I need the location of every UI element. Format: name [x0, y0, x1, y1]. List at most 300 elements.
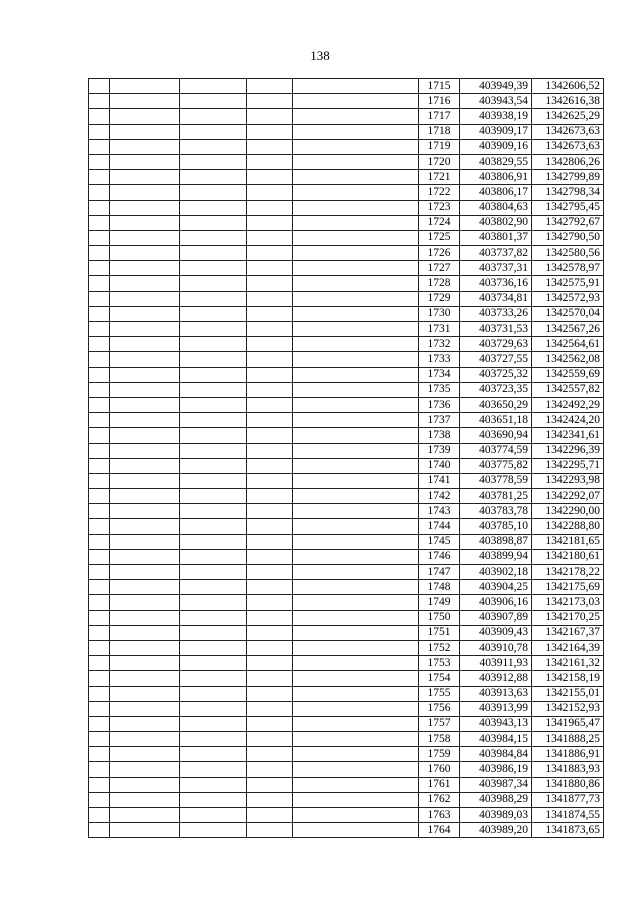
- empty-cell: [293, 261, 419, 276]
- point-number-cell: 1756: [419, 701, 460, 716]
- point-number-cell: 1752: [419, 640, 460, 655]
- point-number-cell: 1729: [419, 291, 460, 306]
- empty-cell: [293, 549, 419, 564]
- table-row: [89, 640, 604, 655]
- table-row: [89, 489, 604, 504]
- empty-cell: [180, 185, 247, 200]
- empty-cell: [180, 549, 247, 564]
- empty-cell: [110, 610, 180, 625]
- table-row: [89, 565, 604, 580]
- empty-cell: [247, 640, 293, 655]
- point-number-cell: 1739: [419, 443, 460, 458]
- table-row: [89, 504, 604, 519]
- point-number-cell: 1750: [419, 610, 460, 625]
- x-coordinate-cell: 403909,43: [460, 625, 532, 640]
- table-row: [89, 428, 604, 443]
- empty-cell: [89, 322, 110, 337]
- point-number-cell: 1743: [419, 504, 460, 519]
- y-coordinate-cell: 1342181,65: [532, 534, 604, 549]
- empty-cell: [180, 276, 247, 291]
- point-number-cell: 1737: [419, 413, 460, 428]
- empty-cell: [110, 94, 180, 109]
- y-coordinate-cell: 1342293,98: [532, 473, 604, 488]
- point-number-cell: 1744: [419, 519, 460, 534]
- y-coordinate-cell: 1342795,45: [532, 200, 604, 215]
- y-coordinate-cell: 1341965,47: [532, 716, 604, 731]
- empty-cell: [110, 170, 180, 185]
- empty-cell: [247, 489, 293, 504]
- y-coordinate-cell: 1342292,07: [532, 489, 604, 504]
- point-number-cell: 1736: [419, 397, 460, 412]
- empty-cell: [110, 580, 180, 595]
- table-row: [89, 519, 604, 534]
- empty-cell: [293, 322, 419, 337]
- empty-cell: [110, 732, 180, 747]
- empty-cell: [180, 124, 247, 139]
- empty-cell: [293, 489, 419, 504]
- empty-cell: [89, 656, 110, 671]
- empty-cell: [247, 230, 293, 245]
- y-coordinate-cell: 1342673,63: [532, 139, 604, 154]
- x-coordinate-cell: 403775,82: [460, 458, 532, 473]
- empty-cell: [247, 565, 293, 580]
- empty-cell: [180, 792, 247, 807]
- point-number-cell: 1728: [419, 276, 460, 291]
- empty-cell: [89, 777, 110, 792]
- point-number-cell: 1718: [419, 124, 460, 139]
- y-coordinate-cell: 1342580,56: [532, 246, 604, 261]
- point-number-cell: 1755: [419, 686, 460, 701]
- x-coordinate-cell: 403736,16: [460, 276, 532, 291]
- y-coordinate-cell: 1342625,29: [532, 109, 604, 124]
- table-row: [89, 261, 604, 276]
- y-coordinate-cell: 1342424,20: [532, 413, 604, 428]
- y-coordinate-cell: 1342606,52: [532, 79, 604, 94]
- table-row: [89, 124, 604, 139]
- empty-cell: [180, 322, 247, 337]
- empty-cell: [293, 382, 419, 397]
- point-number-cell: 1721: [419, 170, 460, 185]
- empty-cell: [180, 79, 247, 94]
- empty-cell: [247, 762, 293, 777]
- table-row: [89, 792, 604, 807]
- empty-cell: [89, 246, 110, 261]
- empty-cell: [110, 367, 180, 382]
- point-number-cell: 1727: [419, 261, 460, 276]
- empty-cell: [293, 504, 419, 519]
- empty-cell: [247, 443, 293, 458]
- empty-cell: [247, 808, 293, 823]
- empty-cell: [293, 519, 419, 534]
- empty-cell: [180, 94, 247, 109]
- x-coordinate-cell: 403806,17: [460, 185, 532, 200]
- empty-cell: [293, 747, 419, 762]
- y-coordinate-cell: 1342175,69: [532, 580, 604, 595]
- empty-cell: [89, 291, 110, 306]
- empty-cell: [110, 322, 180, 337]
- x-coordinate-cell: 403987,34: [460, 777, 532, 792]
- empty-cell: [89, 716, 110, 731]
- empty-cell: [293, 777, 419, 792]
- table-row: [89, 625, 604, 640]
- empty-cell: [110, 428, 180, 443]
- y-coordinate-cell: 1342562,08: [532, 352, 604, 367]
- x-coordinate-cell: 403986,19: [460, 762, 532, 777]
- x-coordinate-cell: 403904,25: [460, 580, 532, 595]
- x-coordinate-cell: 403988,29: [460, 792, 532, 807]
- empty-cell: [293, 185, 419, 200]
- empty-cell: [180, 504, 247, 519]
- empty-cell: [293, 79, 419, 94]
- table-row: [89, 397, 604, 412]
- point-number-cell: 1726: [419, 246, 460, 261]
- empty-cell: [180, 458, 247, 473]
- table-row: [89, 732, 604, 747]
- y-coordinate-cell: 1342790,50: [532, 230, 604, 245]
- empty-cell: [247, 473, 293, 488]
- empty-cell: [89, 79, 110, 94]
- x-coordinate-cell: 403899,94: [460, 549, 532, 564]
- empty-cell: [180, 139, 247, 154]
- x-coordinate-cell: 403690,94: [460, 428, 532, 443]
- table-row: [89, 276, 604, 291]
- empty-cell: [89, 458, 110, 473]
- x-coordinate-cell: 403913,99: [460, 701, 532, 716]
- x-coordinate-cell: 403912,88: [460, 671, 532, 686]
- empty-cell: [247, 79, 293, 94]
- empty-cell: [247, 124, 293, 139]
- y-coordinate-cell: 1341888,25: [532, 732, 604, 747]
- empty-cell: [293, 352, 419, 367]
- table-row: [89, 747, 604, 762]
- empty-cell: [110, 109, 180, 124]
- point-number-cell: 1740: [419, 458, 460, 473]
- empty-cell: [89, 382, 110, 397]
- empty-cell: [247, 352, 293, 367]
- table-row: [89, 291, 604, 306]
- empty-cell: [293, 580, 419, 595]
- table-row: [89, 595, 604, 610]
- point-number-cell: 1725: [419, 230, 460, 245]
- table-row: [89, 352, 604, 367]
- empty-cell: [89, 823, 110, 838]
- empty-cell: [180, 367, 247, 382]
- point-number-cell: 1738: [419, 428, 460, 443]
- empty-cell: [110, 656, 180, 671]
- empty-cell: [110, 808, 180, 823]
- empty-cell: [89, 671, 110, 686]
- empty-cell: [180, 656, 247, 671]
- x-coordinate-cell: 403723,35: [460, 382, 532, 397]
- table-row: [89, 686, 604, 701]
- empty-cell: [110, 382, 180, 397]
- empty-cell: [180, 625, 247, 640]
- x-coordinate-cell: 403737,82: [460, 246, 532, 261]
- y-coordinate-cell: 1342178,22: [532, 565, 604, 580]
- empty-cell: [180, 610, 247, 625]
- table-row: [89, 246, 604, 261]
- empty-cell: [110, 261, 180, 276]
- empty-cell: [89, 565, 110, 580]
- point-number-cell: 1731: [419, 322, 460, 337]
- table-row: [89, 716, 604, 731]
- empty-cell: [180, 443, 247, 458]
- empty-cell: [110, 777, 180, 792]
- table-row: [89, 200, 604, 215]
- point-number-cell: 1741: [419, 473, 460, 488]
- x-coordinate-cell: 403943,54: [460, 94, 532, 109]
- table-row: [89, 109, 604, 124]
- empty-cell: [247, 792, 293, 807]
- empty-cell: [180, 261, 247, 276]
- empty-cell: [89, 640, 110, 655]
- empty-cell: [110, 519, 180, 534]
- empty-cell: [89, 352, 110, 367]
- x-coordinate-cell: 403729,63: [460, 337, 532, 352]
- x-coordinate-cell: 403774,59: [460, 443, 532, 458]
- empty-cell: [89, 580, 110, 595]
- empty-cell: [110, 154, 180, 169]
- empty-cell: [247, 200, 293, 215]
- x-coordinate-cell: 403949,39: [460, 79, 532, 94]
- table-row: [89, 473, 604, 488]
- empty-cell: [180, 473, 247, 488]
- empty-cell: [247, 716, 293, 731]
- empty-cell: [180, 200, 247, 215]
- empty-cell: [293, 230, 419, 245]
- empty-cell: [110, 413, 180, 428]
- empty-cell: [247, 139, 293, 154]
- empty-cell: [110, 473, 180, 488]
- empty-cell: [89, 276, 110, 291]
- y-coordinate-cell: 1342559,69: [532, 367, 604, 382]
- empty-cell: [247, 458, 293, 473]
- x-coordinate-cell: 403898,87: [460, 534, 532, 549]
- table-row: [89, 367, 604, 382]
- table-row: [89, 306, 604, 321]
- empty-cell: [180, 230, 247, 245]
- point-number-cell: 1754: [419, 671, 460, 686]
- table-row: [89, 154, 604, 169]
- empty-cell: [247, 549, 293, 564]
- empty-cell: [293, 200, 419, 215]
- point-number-cell: 1724: [419, 215, 460, 230]
- empty-cell: [293, 565, 419, 580]
- empty-cell: [293, 94, 419, 109]
- y-coordinate-cell: 1342572,93: [532, 291, 604, 306]
- empty-cell: [89, 549, 110, 564]
- empty-cell: [247, 595, 293, 610]
- x-coordinate-cell: 403651,18: [460, 413, 532, 428]
- empty-cell: [110, 246, 180, 261]
- y-coordinate-cell: 1342164,39: [532, 640, 604, 655]
- empty-cell: [89, 397, 110, 412]
- y-coordinate-cell: 1342158,19: [532, 671, 604, 686]
- empty-cell: [247, 534, 293, 549]
- empty-cell: [247, 519, 293, 534]
- empty-cell: [293, 139, 419, 154]
- empty-cell: [247, 94, 293, 109]
- empty-cell: [247, 322, 293, 337]
- empty-cell: [89, 261, 110, 276]
- empty-cell: [180, 823, 247, 838]
- empty-cell: [89, 185, 110, 200]
- y-coordinate-cell: 1342564,61: [532, 337, 604, 352]
- empty-cell: [89, 595, 110, 610]
- empty-cell: [89, 230, 110, 245]
- empty-cell: [247, 382, 293, 397]
- empty-cell: [110, 792, 180, 807]
- y-coordinate-cell: 1342557,82: [532, 382, 604, 397]
- empty-cell: [110, 352, 180, 367]
- y-coordinate-cell: 1342155,01: [532, 686, 604, 701]
- y-coordinate-cell: 1341880,86: [532, 777, 604, 792]
- empty-cell: [89, 170, 110, 185]
- empty-cell: [110, 291, 180, 306]
- empty-cell: [180, 777, 247, 792]
- x-coordinate-cell: 403731,53: [460, 322, 532, 337]
- table-row: [89, 671, 604, 686]
- empty-cell: [89, 534, 110, 549]
- point-number-cell: 1742: [419, 489, 460, 504]
- empty-cell: [89, 367, 110, 382]
- empty-cell: [293, 170, 419, 185]
- x-coordinate-cell: 403727,55: [460, 352, 532, 367]
- point-number-cell: 1749: [419, 595, 460, 610]
- empty-cell: [293, 625, 419, 640]
- empty-cell: [293, 246, 419, 261]
- empty-cell: [293, 473, 419, 488]
- empty-cell: [180, 215, 247, 230]
- empty-cell: [247, 656, 293, 671]
- empty-cell: [293, 595, 419, 610]
- x-coordinate-cell: 403785,10: [460, 519, 532, 534]
- y-coordinate-cell: 1342290,00: [532, 504, 604, 519]
- empty-cell: [89, 489, 110, 504]
- y-coordinate-cell: 1342170,25: [532, 610, 604, 625]
- y-coordinate-cell: 1342492,29: [532, 397, 604, 412]
- empty-cell: [247, 747, 293, 762]
- empty-cell: [180, 352, 247, 367]
- point-number-cell: 1748: [419, 580, 460, 595]
- point-number-cell: 1722: [419, 185, 460, 200]
- empty-cell: [180, 428, 247, 443]
- empty-cell: [110, 823, 180, 838]
- table-row: [89, 185, 604, 200]
- empty-cell: [89, 686, 110, 701]
- table-row: [89, 823, 604, 838]
- empty-cell: [247, 215, 293, 230]
- empty-cell: [110, 124, 180, 139]
- empty-cell: [293, 109, 419, 124]
- empty-cell: [247, 823, 293, 838]
- table-row: [89, 701, 604, 716]
- empty-cell: [89, 413, 110, 428]
- empty-cell: [89, 701, 110, 716]
- empty-cell: [110, 215, 180, 230]
- empty-cell: [247, 306, 293, 321]
- point-number-cell: 1733: [419, 352, 460, 367]
- empty-cell: [110, 139, 180, 154]
- y-coordinate-cell: 1342288,80: [532, 519, 604, 534]
- y-coordinate-cell: 1342798,34: [532, 185, 604, 200]
- empty-cell: [293, 701, 419, 716]
- empty-cell: [293, 534, 419, 549]
- empty-cell: [110, 625, 180, 640]
- empty-cell: [293, 458, 419, 473]
- empty-cell: [247, 291, 293, 306]
- empty-cell: [180, 291, 247, 306]
- empty-cell: [293, 808, 419, 823]
- empty-cell: [89, 473, 110, 488]
- empty-cell: [293, 732, 419, 747]
- empty-cell: [110, 276, 180, 291]
- x-coordinate-cell: 403909,17: [460, 124, 532, 139]
- empty-cell: [110, 458, 180, 473]
- point-number-cell: 1732: [419, 337, 460, 352]
- y-coordinate-cell: 1342152,93: [532, 701, 604, 716]
- table-row: [89, 94, 604, 109]
- empty-cell: [293, 640, 419, 655]
- x-coordinate-cell: 403943,13: [460, 716, 532, 731]
- point-number-cell: 1760: [419, 762, 460, 777]
- empty-cell: [89, 504, 110, 519]
- empty-cell: [293, 306, 419, 321]
- table-row: [89, 382, 604, 397]
- empty-cell: [180, 762, 247, 777]
- empty-cell: [89, 443, 110, 458]
- empty-cell: [293, 413, 419, 428]
- point-number-cell: 1719: [419, 139, 460, 154]
- point-number-cell: 1720: [419, 154, 460, 169]
- y-coordinate-cell: 1342578,97: [532, 261, 604, 276]
- empty-cell: [293, 792, 419, 807]
- point-number-cell: 1746: [419, 549, 460, 564]
- x-coordinate-cell: 403802,90: [460, 215, 532, 230]
- empty-cell: [247, 276, 293, 291]
- y-coordinate-cell: 1342570,04: [532, 306, 604, 321]
- empty-cell: [247, 109, 293, 124]
- x-coordinate-cell: 403911,93: [460, 656, 532, 671]
- empty-cell: [180, 519, 247, 534]
- point-number-cell: 1747: [419, 565, 460, 580]
- empty-cell: [89, 519, 110, 534]
- empty-cell: [247, 732, 293, 747]
- empty-cell: [247, 777, 293, 792]
- empty-cell: [89, 109, 110, 124]
- x-coordinate-cell: 403781,25: [460, 489, 532, 504]
- page-number: 138: [310, 48, 330, 63]
- x-coordinate-cell: 403910,78: [460, 640, 532, 655]
- point-number-cell: 1716: [419, 94, 460, 109]
- table-row: [89, 322, 604, 337]
- empty-cell: [293, 154, 419, 169]
- empty-cell: [110, 595, 180, 610]
- empty-cell: [293, 686, 419, 701]
- empty-cell: [247, 671, 293, 686]
- empty-cell: [180, 306, 247, 321]
- empty-cell: [293, 276, 419, 291]
- y-coordinate-cell: 1342799,89: [532, 170, 604, 185]
- empty-cell: [247, 154, 293, 169]
- table-row: [89, 458, 604, 473]
- empty-cell: [247, 625, 293, 640]
- empty-cell: [110, 640, 180, 655]
- empty-cell: [110, 504, 180, 519]
- empty-cell: [180, 154, 247, 169]
- empty-cell: [89, 625, 110, 640]
- empty-cell: [110, 671, 180, 686]
